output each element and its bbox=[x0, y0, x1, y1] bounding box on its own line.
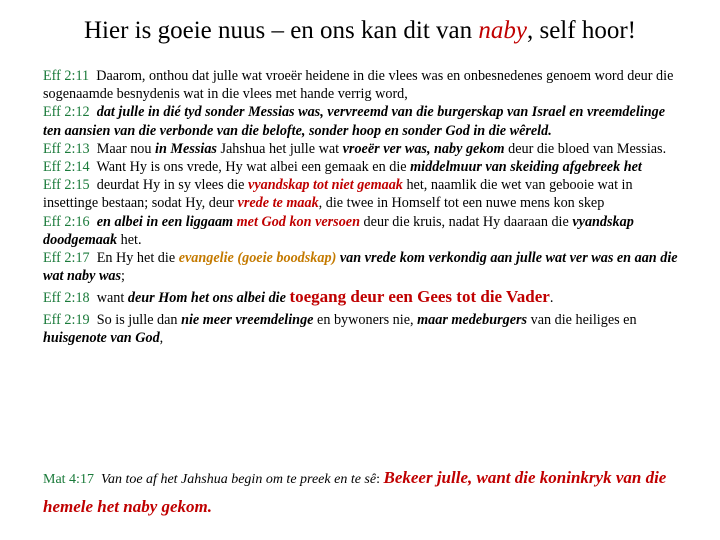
emphasis: deur Hom het ons albei die bbox=[127, 290, 290, 307]
verse-ref: Eff 2:19 bbox=[43, 311, 90, 328]
emphasis-orange: evangelie bbox=[178, 250, 234, 267]
emphasis: van vrede kom verkondig aan julle wat ver was en aan die wat naby was bbox=[43, 250, 678, 285]
title-naby: naby bbox=[478, 17, 527, 44]
emphasis: nie meer vreemdelinge bbox=[181, 311, 314, 328]
verse-ref: Mat 4:17 bbox=[43, 472, 94, 487]
verse-text: . bbox=[549, 290, 554, 307]
verse-text: Van toe af het Jahshua begin om te preek en te sê bbox=[100, 472, 377, 487]
verse-19 bbox=[43, 311, 683, 347]
verse-text: deur die kruis, nadat Hy daaraan die bbox=[360, 213, 573, 230]
verse-16 bbox=[43, 213, 683, 249]
emphasis: in Messias bbox=[155, 140, 217, 157]
emphasis-large-red: toegang deur een Gees tot die Vader bbox=[289, 287, 550, 307]
title-part2: , self hoor! bbox=[526, 17, 636, 44]
verse-ref: Eff 2:15 bbox=[43, 177, 90, 194]
verse-text: ; bbox=[121, 268, 125, 285]
emphasis: en albei in een liggaam bbox=[96, 213, 237, 230]
verse-text: Daarom, onthou dat julle wat vroeër heidene in die vlees was en onbesnedenes genoem word deur die sogenaamde besnydenis wat in die vlees met hande verrig word, bbox=[43, 68, 674, 103]
emphasis: middelmuur van skeiding afgebreek het bbox=[410, 159, 642, 176]
verse-text: het, naamlik die wet van gebooie wat in insettinge bestaan; sodat Hy, deur bbox=[43, 177, 633, 212]
verse-text: dat julle in dié tyd sonder Messias was, vervreemd van die burgerskap van Israel en vreemdelinge ten aansien van die verbonde van die belofte, sonder hoop en sonder God in die wêreld. bbox=[43, 104, 665, 139]
verse-text: , bbox=[159, 329, 164, 346]
verse-mat-4-17 bbox=[43, 464, 683, 522]
verse-14 bbox=[43, 158, 683, 176]
verse-11 bbox=[43, 67, 683, 103]
emphasis: maar medeburgers bbox=[417, 311, 528, 328]
page-title bbox=[0, 14, 720, 48]
verse-text: deur die bloed van Messias. bbox=[504, 140, 667, 157]
verse-text: , die twee in Homself tot een nuwe mens kon skep bbox=[318, 195, 605, 212]
verse-13 bbox=[43, 140, 683, 158]
verse-text: Maar nou bbox=[96, 140, 156, 157]
verse-ref: Eff 2:11 bbox=[43, 68, 90, 84]
verse-text: En Hy het die bbox=[96, 250, 179, 267]
emphasis-red: met God kon versoen bbox=[236, 213, 360, 230]
verse-text: en bywoners nie, bbox=[313, 311, 418, 328]
verse-15 bbox=[43, 176, 683, 212]
title-part1: Hier is goeie nuus – en ons kan dit van bbox=[84, 17, 479, 44]
verse-text: Jahshua het julle wat bbox=[216, 140, 343, 157]
verse-ref: Eff 2:17 bbox=[43, 250, 90, 267]
verse-ref: Eff 2:18 bbox=[43, 290, 90, 307]
verse-text: deurdat Hy in sy vlees die bbox=[96, 177, 249, 194]
verse-text: van die heiliges en bbox=[527, 311, 637, 328]
verse-text: So is julle dan bbox=[96, 311, 182, 328]
verse-list bbox=[43, 67, 683, 347]
emphasis-red: vrede te maak bbox=[237, 195, 319, 212]
verse-17 bbox=[43, 249, 683, 285]
emphasis: vroeër ver was, naby gekom bbox=[342, 140, 505, 157]
emphasis: vyandskap doodgemaak bbox=[43, 213, 634, 248]
verse-text: want bbox=[96, 290, 128, 307]
emphasis-orange: (goeie boodskap) bbox=[233, 250, 337, 267]
emphasis-red: vyandskap tot niet gemaak bbox=[248, 177, 403, 194]
emphasis-large-red: Bekeer julle, want die koninkryk van die hemele het naby gekom. bbox=[43, 468, 667, 516]
verse-ref: Eff 2:13 bbox=[43, 140, 90, 157]
verse-text: het. bbox=[117, 231, 142, 248]
verse-text: : bbox=[376, 472, 384, 487]
verse-18 bbox=[43, 288, 683, 307]
verse-ref: Eff 2:16 bbox=[43, 213, 90, 230]
verse-ref: Eff 2:14 bbox=[43, 159, 90, 176]
verse-text: Want Hy is ons vrede, Hy wat albei een gemaak en die bbox=[96, 159, 411, 176]
emphasis: huisgenote van God bbox=[43, 329, 160, 346]
verse-ref: Eff 2:12 bbox=[43, 104, 90, 121]
verse-12 bbox=[43, 103, 683, 139]
